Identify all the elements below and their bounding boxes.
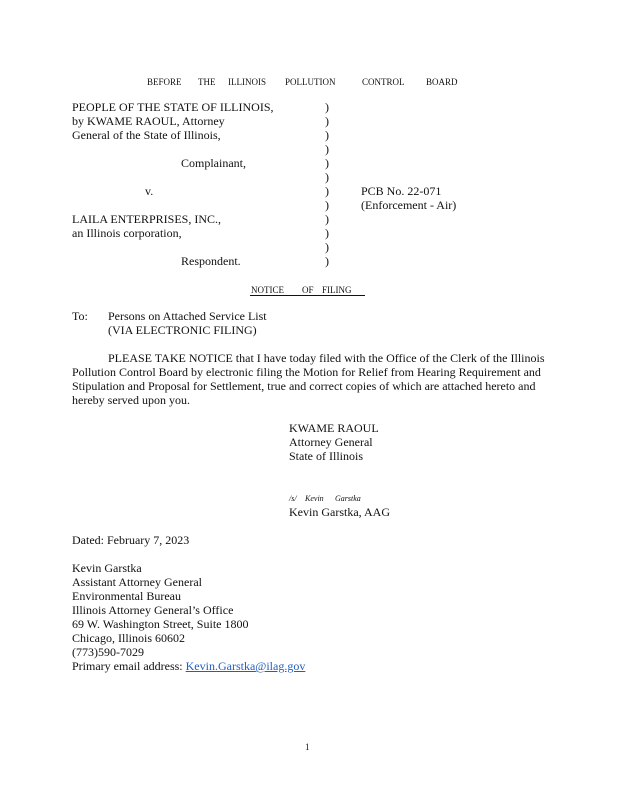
header-word-illinois: ILLINOIS [228, 77, 266, 87]
notice-title-underline [250, 295, 365, 296]
to-line-1: Persons on Attached Service List [108, 309, 267, 323]
contact-bureau: Environmental Bureau [72, 589, 181, 603]
notice-title-word-3: FILING [322, 285, 352, 295]
body-line-2: Pollution Control Board by electronic filing the Motion for Relief from Hearing Requirement and [72, 365, 541, 379]
dated-line: Dated: February 7, 2023 [72, 533, 190, 547]
header-word-board: BOARD [426, 77, 458, 87]
to-line-2: (VIA ELECTRONIC FILING) [108, 323, 257, 337]
versus-label: v. [145, 184, 154, 198]
header-word-pollution: POLLUTION [285, 77, 336, 87]
sig-name: KWAME RAOUL [289, 421, 379, 435]
header-word-the: THE [198, 77, 216, 87]
respondent-name-line-2: an Illinois corporation, [72, 226, 182, 240]
notice-title-word-1: NOTICE [251, 285, 284, 295]
plaintiff-line-2: by KWAME RAOUL, Attorney [72, 114, 225, 128]
body-line-1: PLEASE TAKE NOTICE that I have today filed with the Office of the Clerk of the Illinois [108, 351, 545, 365]
contact-email-line [72, 659, 305, 673]
signer-name: Kevin Garstka, AAG [289, 505, 390, 519]
contact-office: Illinois Attorney General’s Office [72, 603, 234, 617]
header-word-control: CONTROL [362, 77, 405, 87]
sig-title: Attorney General [289, 435, 373, 449]
contact-phone: (773)590-7029 [72, 645, 144, 659]
plaintiff-line-3: General of the State of Illinois, [72, 128, 221, 142]
contact-name: Kevin Garstka [72, 561, 142, 575]
to-label: To: [72, 309, 88, 323]
respondent-name-line-1: LAILA ENTERPRISES, INC., [72, 212, 222, 226]
notice-title-word-2: OF [302, 285, 314, 295]
esig-last: Garstka [335, 494, 361, 503]
sig-state: State of Illinois [289, 449, 363, 463]
esig-slash: /s/ [289, 494, 297, 503]
case-type: (Enforcement - Air) [361, 198, 457, 212]
contact-street: 69 W. Washington Street, Suite 1800 [72, 617, 249, 631]
email-link[interactable]: Kevin.Garstka@ilag.gov [185, 659, 306, 673]
esig-first: Kevin [305, 494, 324, 503]
page-number: 1 [305, 742, 310, 752]
case-number: PCB No. 22-071 [361, 184, 442, 198]
caption-paren-column: ) ) ) ) ) ) ) ) ) ) ) ) [325, 100, 329, 268]
respondent-label: Respondent. [181, 254, 241, 268]
plaintiff-line-1: PEOPLE OF THE STATE OF ILLINOIS, [72, 100, 274, 114]
contact-title: Assistant Attorney General [72, 575, 202, 589]
header-word-before: BEFORE [147, 77, 182, 87]
email-label: Primary email address: [72, 659, 186, 673]
contact-city: Chicago, Illinois 60602 [72, 631, 185, 645]
body-line-4: hereby served upon you. [72, 393, 190, 407]
complainant-label: Complainant, [181, 156, 246, 170]
body-line-3: Stipulation and Proposal for Settlement, true and correct copies of which are attached hereto and [72, 379, 536, 393]
